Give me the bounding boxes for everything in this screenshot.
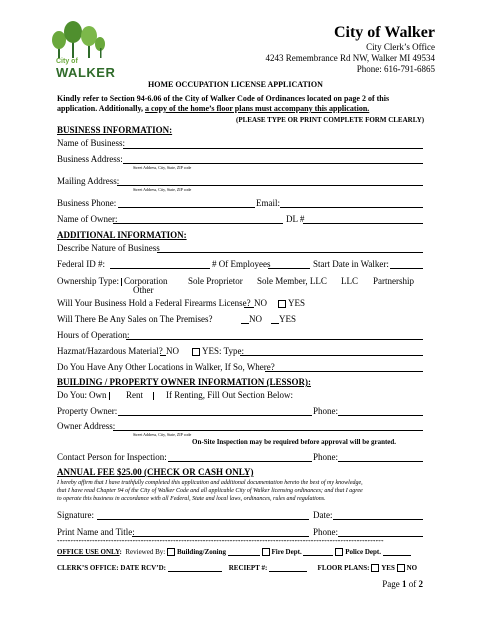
- sales-yes-blank[interactable]: [271, 323, 279, 324]
- contact-person-label: Contact Person for Inspection:: [57, 452, 167, 462]
- ownership-llc[interactable]: LLC: [341, 276, 358, 286]
- form-title: HOME OCCUPATION LICENSE APPLICATION: [148, 80, 323, 89]
- floor-plans-label: FLOOR PLANS:: [317, 564, 370, 572]
- business-phone-field[interactable]: [118, 207, 255, 208]
- clerk-office: City Clerk’s Office: [366, 42, 435, 52]
- fire-dept-blank[interactable]: [303, 555, 333, 556]
- own-option[interactable]: Own: [89, 390, 112, 400]
- start-date-field[interactable]: [390, 268, 423, 269]
- building-zoning-blank[interactable]: [228, 555, 260, 556]
- business-heading: BUSINESS INFORMATION:: [57, 125, 173, 135]
- city-logo: [50, 20, 116, 80]
- signature-label: Signature:: [57, 510, 94, 520]
- signature-date-field[interactable]: [333, 519, 423, 520]
- fee-heading: ANNUAL FEE $25.00 (CHECK OR CASH ONLY): [57, 467, 254, 477]
- print-phone-label: Phone:: [313, 527, 339, 537]
- rent-option[interactable]: Rent: [126, 390, 156, 400]
- email-label: Email:: [256, 198, 280, 208]
- start-date-label: Start Date in Walker:: [313, 259, 389, 269]
- print-name-label: Print Name and Title:: [57, 527, 135, 537]
- property-owner-field[interactable]: [118, 415, 312, 416]
- contact-person-field[interactable]: [168, 461, 312, 462]
- hazmat-yes[interactable]: YES: Type:: [192, 346, 244, 356]
- city-name: City of Walker: [333, 24, 435, 41]
- other-locations-question: Do You Have Any Other Locations in Walker, If So, Where?: [57, 362, 275, 372]
- ownership-corporation[interactable]: Corporation: [119, 276, 168, 286]
- ownership-label: Ownership Type:: [57, 276, 119, 286]
- firearms-no[interactable]: NO: [244, 298, 267, 308]
- clerk-row: CLERK’S OFFICE: DATE RCV’D: RECIEPT #: FLOOR PLANS: YES NO: [57, 564, 418, 572]
- property-phone-label: Phone:: [313, 406, 339, 416]
- page-number: Page 1 of 2: [382, 579, 423, 589]
- intro-line-2: application. Additionally, a copy of the home’s floor plans must accompany this application.: [57, 104, 370, 113]
- ownership-sole-member-llc[interactable]: Sole Member, LLC: [257, 276, 327, 286]
- do-you-label: Do You:: [57, 390, 88, 400]
- rent-checkbox[interactable]: [153, 392, 154, 400]
- affirm-line-2: that I have read Chapter 94 of the City of Walker Code and all applicable City of Walker licensing ordinances; and that I agree: [57, 488, 363, 494]
- property-owner-label: Property Owner:: [57, 406, 118, 416]
- contact-phone-label: Phone:: [313, 452, 339, 462]
- hazmat-yes-checkbox[interactable]: [192, 348, 200, 356]
- hours-label: Hours of Operation:: [57, 330, 130, 340]
- mailing-address-hint: Street Address, City, State, ZIP code: [133, 187, 192, 192]
- own-checkbox[interactable]: [109, 392, 110, 400]
- receipt-label: RECIEPT #:: [228, 564, 268, 572]
- fire-dept-checkbox[interactable]: [262, 548, 270, 556]
- mailing-address-label: Mailing Address:: [57, 176, 120, 186]
- firearms-yes[interactable]: YES: [278, 298, 305, 308]
- owner-name-field[interactable]: [113, 223, 283, 224]
- receipt-field[interactable]: [269, 571, 307, 572]
- business-name-label: Name of Business:: [57, 138, 125, 148]
- office-address: 4243 Remembrance Rd NW, Walker MI 49534: [265, 53, 435, 63]
- other-locations-field[interactable]: [265, 371, 423, 372]
- owner-name-label: Name of Owner:: [57, 214, 118, 224]
- intro-line-1: Kindly refer to Section 94-6.06 of the City of Walker Code of Ordinances located on page 2 of this: [57, 94, 390, 103]
- business-address-field[interactable]: [123, 163, 423, 164]
- nature-label: Describe Nature of Business: [57, 243, 160, 253]
- affirm-line-1: I hereby affirm that I have truthfully completed this application and additional documentation hereto the best of my knowledge,: [57, 480, 363, 486]
- ownership-sole-proprietor[interactable]: Sole Proprietor: [188, 276, 243, 286]
- firearms-question: Will Your Business Hold a Federal Firearms License?: [57, 298, 251, 308]
- hazmat-type-field[interactable]: [240, 355, 423, 356]
- clerk-date-field[interactable]: [168, 571, 222, 572]
- email-field[interactable]: [280, 207, 423, 208]
- federal-id-label: Federal ID #:: [57, 259, 105, 269]
- police-dept-checkbox[interactable]: [335, 548, 343, 556]
- floor-plans-yes-checkbox[interactable]: [371, 564, 379, 572]
- mailing-address-field[interactable]: [117, 185, 423, 186]
- federal-id-field[interactable]: [110, 268, 210, 269]
- logo-walker: WALKER: [56, 65, 116, 80]
- employees-field[interactable]: [268, 268, 310, 269]
- owner-address-field[interactable]: [113, 430, 423, 431]
- police-dept-blank[interactable]: [383, 555, 411, 556]
- business-address-hint: Street Address, City, State, ZIP code: [133, 165, 192, 170]
- logo-city-of: City of: [56, 58, 78, 65]
- affirm-line-3: to operate this business in accordance with all Federal, State and local laws, ordinances, rules and regulations.: [57, 496, 326, 502]
- hazmat-question: Hazmat/Hazardous Material?: [57, 346, 163, 356]
- signature-field[interactable]: [97, 519, 309, 520]
- reviewed-by-label: Reviewed By:: [125, 548, 166, 556]
- dl-field[interactable]: [303, 223, 423, 224]
- hazmat-no[interactable]: NO: [160, 346, 179, 356]
- tree-icon: [50, 20, 110, 60]
- print-note: (PLEASE TYPE OR PRINT COMPLETE FORM CLEARLY): [236, 116, 425, 124]
- firearms-yes-checkbox[interactable]: [278, 300, 286, 308]
- floor-plans-no-checkbox[interactable]: [397, 564, 405, 572]
- business-phone-label: Business Phone:: [57, 198, 117, 208]
- inspection-note: On-Site Inspection may be required before approval will be granted.: [192, 438, 397, 446]
- floor-plan-note: a copy of the home’s floor plans must accompany this application.: [145, 104, 370, 113]
- building-zoning-checkbox[interactable]: [167, 548, 175, 556]
- employees-label: # Of Employees: [212, 259, 271, 269]
- office-divider: *************************************************************************************************************************: [57, 540, 384, 545]
- ownership-other[interactable]: Other: [133, 285, 154, 295]
- property-phone-field[interactable]: [338, 415, 423, 416]
- corporation-checkbox[interactable]: [121, 278, 122, 286]
- clerk-date-label: CLERK’S OFFICE: DATE RCV’D:: [57, 564, 166, 572]
- print-phone-field[interactable]: [338, 536, 423, 537]
- contact-phone-field[interactable]: [338, 461, 423, 462]
- sales-question: Will There Be Any Sales on The Premises?: [57, 314, 213, 324]
- additional-heading: ADDITIONAL INFORMATION:: [57, 230, 187, 240]
- dl-label: DL #: [286, 214, 305, 224]
- owner-address-hint: Street Address, City, State, ZIP code: [133, 432, 192, 437]
- hours-field[interactable]: [126, 339, 423, 340]
- sales-yes[interactable]: YES: [271, 314, 296, 324]
- if-renting-note: If Renting, Fill Out Section Below:: [166, 390, 293, 400]
- ownership-partnership[interactable]: Partnership: [373, 276, 414, 286]
- office-phone: Phone: 616-791-6865: [356, 64, 435, 74]
- sales-no-blank[interactable]: [241, 323, 249, 324]
- owner-address-label: Owner Address:: [57, 421, 116, 431]
- signature-date-label: Date:: [313, 510, 333, 520]
- building-heading: BUILDING / PROPERTY OWNER INFORMATION (LESSOR):: [57, 377, 311, 387]
- print-name-field[interactable]: [132, 536, 309, 537]
- sales-no[interactable]: NO: [241, 314, 262, 324]
- office-use-label: OFFICE USE ONLY: [57, 548, 120, 556]
- nature-field[interactable]: [157, 252, 423, 253]
- office-use-row: OFFICE USE ONLY: Reviewed By: Building/Zoning Fire Dept. Police Dept.: [57, 548, 411, 556]
- business-address-label: Business Address:: [57, 154, 123, 164]
- business-name-field[interactable]: [123, 148, 423, 149]
- firearms-no-blank[interactable]: [244, 307, 254, 308]
